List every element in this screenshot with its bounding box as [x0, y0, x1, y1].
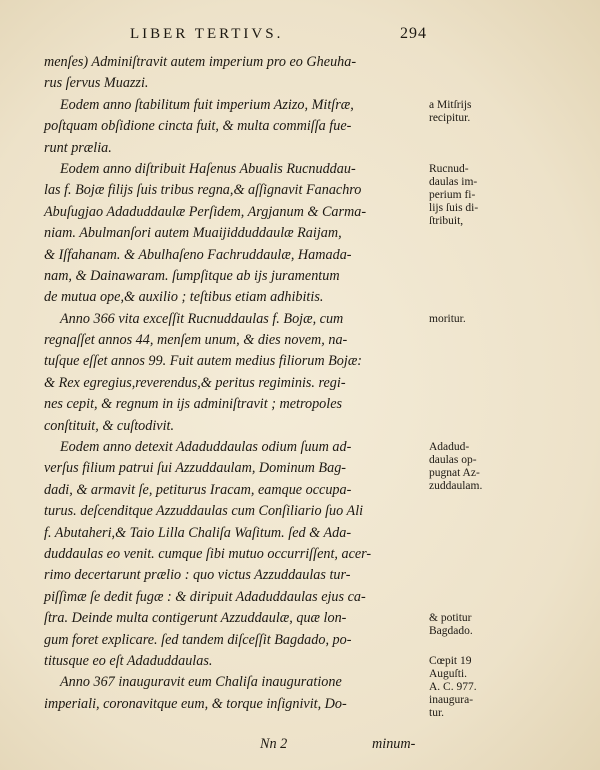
text-line: de mutua ope,& auxilio ; teſtibus etiam adhibitis. [44, 289, 324, 306]
marginal-note-line: Auguſti. [429, 668, 468, 681]
text-line: niam. Abulmanſori autem Muaijidduddaulæ Raijam, [44, 225, 342, 242]
marginal-note-line: Bagdado. [429, 625, 473, 638]
marginal-note-line: A. C. 977. [429, 681, 477, 694]
text-line: f. Abutaheri,& Taio Lilla Chaliſa Waſitum. ſed & Ada- [44, 524, 352, 541]
text-line: conſtituit, & cuſtodivit. [44, 417, 175, 434]
marginal-note-line: Rucnud- [429, 163, 469, 175]
marginal-note-line: daulas im- [429, 176, 478, 188]
text-line: nam, & Dainawaram. ſumpſitque ab ijs juramentum [44, 267, 340, 284]
marginal-note-line: Adadud- [429, 441, 470, 454]
marginal-note-line: daulas op- [429, 454, 477, 467]
text-line: & Iſfahanam. & Abulhaſeno Fachruddaulæ, Hamada- [44, 246, 352, 263]
marginal-note-line: tur. [429, 707, 445, 720]
text-line: tuſque eſſet annos 99. Fuit autem medius filiorum Bojæ: [44, 353, 363, 370]
text-line: dadi, & armavit ſe, petiturus Iracam, eamque occupa- [44, 481, 352, 498]
marginal-note-line: lijs ſuis di- [429, 202, 479, 214]
marginal-note-line: moritur. [429, 312, 466, 325]
text-line: Eodem anno ſtabilitum fuit imperium Azizo, Mitſræ, [60, 96, 354, 113]
text-line: titusque eo eſt Adaduddaulas. [44, 652, 213, 669]
text-line: imperiali, coronavitque eum, & torque inſignivit, Do- [44, 695, 347, 712]
text-line: Anno 367 inauguravit eum Chaliſa inauguratione [60, 674, 342, 691]
text-line: duddaulas eo venit. cumque ſibi mutuo occurriſſent, acer- [44, 545, 372, 562]
text-line: poſtquam obſidione cincta fuit, & multa commiſſa fue- [44, 118, 352, 135]
marginal-note-line: pugnat Az- [429, 467, 480, 480]
text-line: runt prælia. [44, 139, 112, 156]
running-title: LIBER TERTIVS. [130, 26, 284, 42]
main-text-block [44, 52, 438, 715]
marginal-note [429, 163, 509, 228]
text-line: Eodem anno diſtribuit Haſenus Abualis Rucnuddau- [60, 160, 356, 177]
text-line: menſes) Adminiſtravit autem imperium pro eo Gheuha- [44, 54, 357, 70]
marginal-note [429, 313, 509, 326]
page-number: 294 [400, 25, 427, 42]
marginal-note-line: perium fi- [429, 189, 476, 201]
text-line: rimo decertarunt prælio : quo victus Azzuddaulas tur- [44, 567, 351, 584]
marginal-note-line: & potitur [429, 612, 472, 625]
marginal-note-line: ſtribuit, [429, 215, 464, 227]
text-line: rus ſervus Muazzi. [44, 75, 149, 92]
marginal-note [429, 441, 509, 493]
text-line: turus. deſcenditque Azzuddaulas cum Conſiliario ſuo Ali [44, 503, 364, 520]
marginal-note-line: Cœpit 19 [429, 655, 472, 668]
marginal-note [429, 612, 509, 638]
text-line: verſus filium patrui ſui Azzuddaulam, Dominum Bag- [44, 460, 347, 477]
text-line: Abuſugjao Adaduddaulæ Perſidem, Argjanum & Carma- [44, 203, 367, 220]
marginal-note [429, 655, 509, 720]
text-line: regnaſſet annos 44, menſem unum, & dies novem, na- [44, 332, 348, 349]
text-line: & Rex egregius,reverendus,& peritus regiminis. regi- [44, 374, 346, 391]
marginal-note-line: recipitur. [429, 111, 471, 124]
text-line: nes cepit, & regnum in ijs adminiſtravit ; metropoles [44, 396, 343, 413]
text-line: ſtra. Deinde multa contigerunt Azzuddaulæ, quæ lon- [44, 610, 347, 627]
text-line: Eodem anno detexit Adaduddaulas odium ſuum ad- [60, 439, 352, 456]
catchword: minum- [372, 736, 416, 752]
text-line: piſſimæ ſe dedit fugæ : & diripuit Adaduddaulas ejus ca- [44, 588, 366, 605]
text-line: gum foret explicare. ſed tandem diſceſſit Bagdado, po- [44, 631, 352, 648]
marginal-note-line: zuddaulam. [429, 480, 483, 493]
text-line: Anno 366 vita exceſſit Rucnuddaulas f. Bojæ, cum [60, 310, 344, 327]
text-line: las f. Bojæ filijs ſuis tribus regna,& aſſignavit Fanachro [44, 182, 362, 199]
signature-mark: Nn 2 [260, 736, 288, 752]
marginal-note-line: inaugura- [429, 694, 474, 707]
marginal-note [429, 99, 509, 125]
marginal-note-line: a Mitſrijs [429, 98, 472, 111]
